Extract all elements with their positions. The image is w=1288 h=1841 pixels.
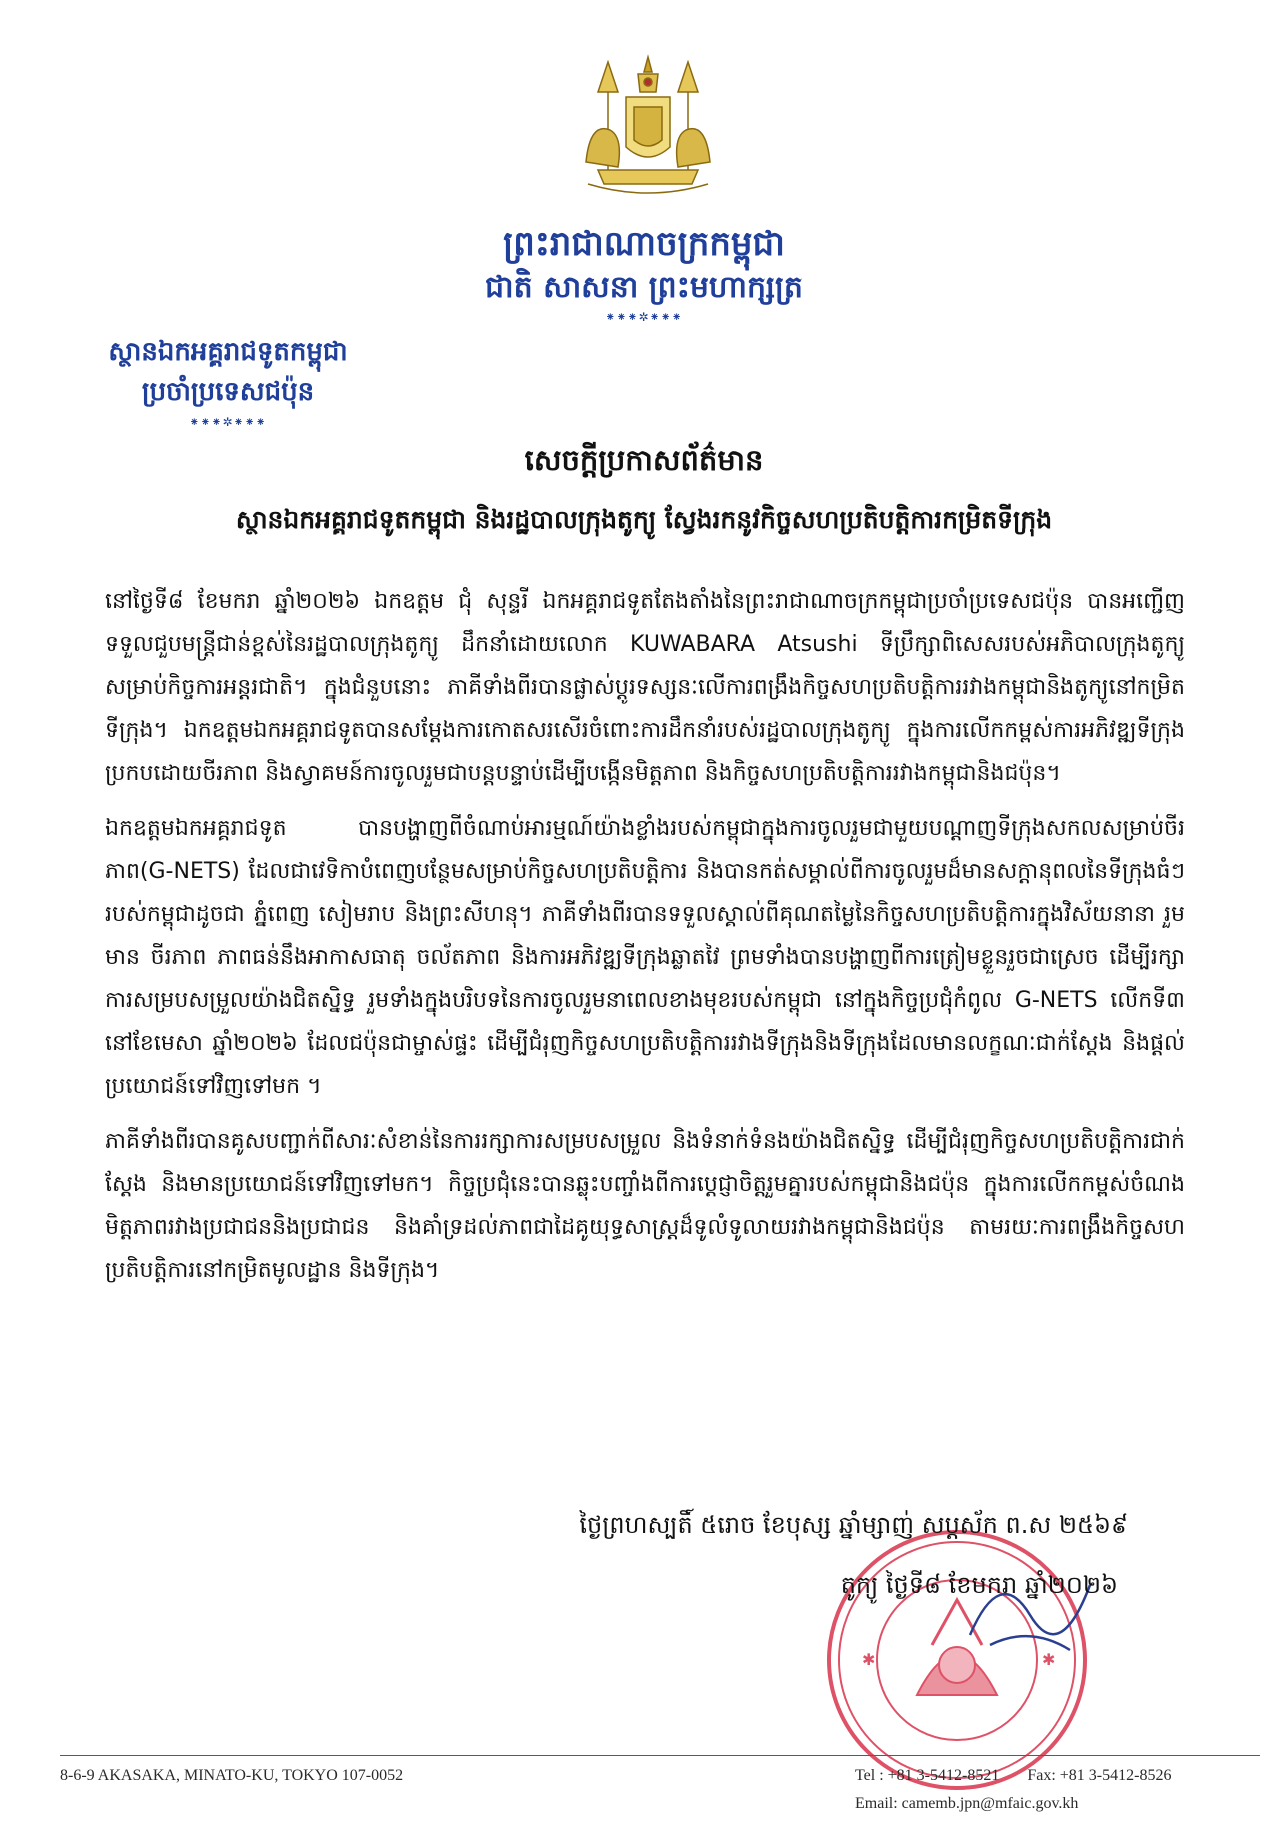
body-paragraph: នៅថ្ងៃទី៨ ខែមករា ឆ្នាំ២០២៦ ឯកឧត្តម ជុំ សុន្ទរី ឯកអគ្គរាជទូតតែងតាំងនៃព្រះរាជាណាចក្រកម្ពុជាប្រចាំប្រទេសជប៉ុន បានអញ្ជើញទទួលជួបមន្ត្រីជាន់ខ្ពស់នៃរដ្ឋបាលក្រុងតូក្យូ ដឹកនាំដោយលោក KUWABARA Atsushi ទីប្រឹក្សាពិសេសរបស់អភិបាលក្រុងតូក្យូសម្រាប់កិច្ចការអន្តរជាតិ។ ក្នុងជំនួបនោះ ភាគីទាំងពីរបានផ្លាស់ប្តូរទស្សនៈលើការពង្រឹងកិច្ចសហប្រតិបត្តិការរវាងកម្ពុជានិងតូក្យូនៅកម្រិតទីក្រុង។ ឯកឧត្តមឯកអគ្គរាជទូតបានសម្តែងការកោតសរសើរចំពោះការដឹកនាំរបស់រដ្ឋបាលក្រុងតូក្យូ ក្នុងការលើកកម្ពស់ការអភិវឌ្ឍទីក្រុងប្រកបដោយចីរភាព និងស្វាគមន៍ការចូលរួមជាបន្តបន្ទាប់ដើម្បីបង្កើនមិត្តភាព និងកិច្ចសហប្រតិបត្តិការរវាងកម្ពុជានិងជប៉ុន។ <box>105 589 1185 786</box>
kingdom-title: ព្រះរាជាណាចក្រកម្ពុជា <box>503 224 785 264</box>
svg-text:✱: ✱ <box>1042 1650 1056 1669</box>
document-body <box>105 580 1185 1304</box>
body-paragraph: ភាគីទាំងពីរបានគូសបញ្ជាក់ពីសារៈសំខាន់នៃការរក្សាការសម្របសម្រួល និងទំនាក់ទំនងយ៉ាងជិតស្និទ្ធ ដើម្បីជំរុញកិច្ចសហប្រតិបត្តិការជាក់ស្តែង និងមានប្រយោជន៍ទៅវិញទៅមក។ កិច្ចប្រជុំនេះបានឆ្លុះបញ្ចាំងពីការប្តេជ្ញាចិត្តរួមគ្នារបស់កម្ពុជានិងជប៉ុន ក្នុងការលើកកម្ពស់ចំណងមិត្តភាពរវាងប្រជាជននិងប្រជាជន និងគាំទ្រដល់ភាពជាដៃគូយុទ្ធសាស្ត្រដ៏ទូលំទូលាយរវាងកម្ពុជានិងជប៉ុន តាមរយៈការពង្រឹងកិច្ចសហប្រតិបត្តិការនៅកម្រិតមូលដ្ឋាន និងទីក្រុង។ <box>105 1129 1185 1283</box>
royal-coat-of-arms-emblem <box>568 52 728 202</box>
footer-tel: Tel : +81 3-5412-8521 <box>855 1767 1000 1784</box>
footer-divider <box>60 1755 1260 1756</box>
lunar-date-line: ថ្ងៃព្រហស្បតិ៍ ៥រោច ខែបុស្ស ឆ្នាំម្សាញ់ សប្តស័ក ព.ស ២៥៦៩ <box>579 1511 1128 1539</box>
footer-contact-phone <box>855 1767 1171 1785</box>
footer-email[interactable]: Email: camemb.jpn@mfaic.gov.kh <box>855 1795 1079 1812</box>
footer-address: 8-6-9 AKASAKA, MINATO-KU, TOKYO 107-0052 <box>60 1767 404 1784</box>
embassy-location: ប្រចាំប្រទេសជប៉ុន <box>141 377 315 407</box>
document-subtitle: ស្ថានឯកអគ្គរាជទូតកម្ពុជា និងរដ្ឋបាលក្រុងតូក្យូ ស្វែងរកនូវកិច្ចសហប្រតិបត្តិការកម្រិតទីក្រុង <box>235 505 1053 534</box>
svg-text:✱: ✱ <box>862 1650 876 1669</box>
embassy-name: ស្ថានឯកអគ្គរាជទូតកម្ពុជា <box>108 337 348 367</box>
body-paragraph: ឯកឧត្តមឯកអគ្គរាជទូត បានបង្ហាញពីចំណាប់អារម្មណ៍យ៉ាងខ្លាំងរបស់កម្ពុជាក្នុងការចូលរួមជាមួយបណ្តាញទីក្រុងសកលសម្រាប់ចីរភាព(G-NETS) ដែលជាវេទិកាបំពេញបន្ថែមសម្រាប់កិច្ចសហប្រតិបត្តិការ និងបានកត់សម្គាល់ពីការចូលរួមដ៏មានសក្តានុពលនៃទីក្រុងធំៗរបស់កម្ពុជាដូចជា ភ្នំពេញ សៀមរាប និងព្រះសីហនុ។ ភាគីទាំងពីរបានទទួលស្គាល់ពីគុណតម្លៃនៃកិច្ចសហប្រតិបត្តិការក្នុងវិស័យនានា រួមមាន ចីរភាព ភាពធន់នឹងអាកាសធាតុ ចល័តភាព និងការអភិវឌ្ឍទីក្រុងឆ្លាតវៃ ព្រមទាំងបានបង្ហាញពីការត្រៀមខ្លួនរួចជាស្រេច ដើម្បីរក្សាការសម្របសម្រួលយ៉ាងជិតស្និទ្ធ រួមទាំងក្នុងបរិបទនៃការចូលរួមនាពេលខាងមុខរបស់កម្ពុជា នៅក្នុងកិច្ចប្រជុំកំពូល G-NETS លើកទី៣ នៅខែមេសា ឆ្នាំ២០២៦ ដែលជប៉ុនជាម្ចាស់ផ្ទះ ដើម្បីជំរុញកិច្ចសហប្រតិបត្តិការរវាងទីក្រុងនិងទីក្រុងដែលមានលក្ខណៈជាក់ស្តែង និងផ្តល់ប្រយោជន៍ទៅវិញទៅមក ។ <box>105 816 1185 1099</box>
ornament-divider-embassy: ⁕⁕⁕✲⁕⁕⁕ <box>189 415 267 429</box>
nation-religion-king-motto: ជាតិ សាសនា ព្រះមហាក្សត្រ <box>485 270 803 305</box>
place-and-date-line: តូក្យូ ថ្ងៃទី៨ ខែមករា ឆ្នាំ២០២៦ <box>840 1571 1118 1599</box>
ornament-divider-top: ⁕⁕⁕✲⁕⁕⁕ <box>605 310 683 324</box>
footer-fax: Fax: +81 3-5412-8526 <box>1027 1767 1172 1784</box>
document-title: សេចក្តីប្រកាសព័ត៌មាន <box>524 443 764 477</box>
